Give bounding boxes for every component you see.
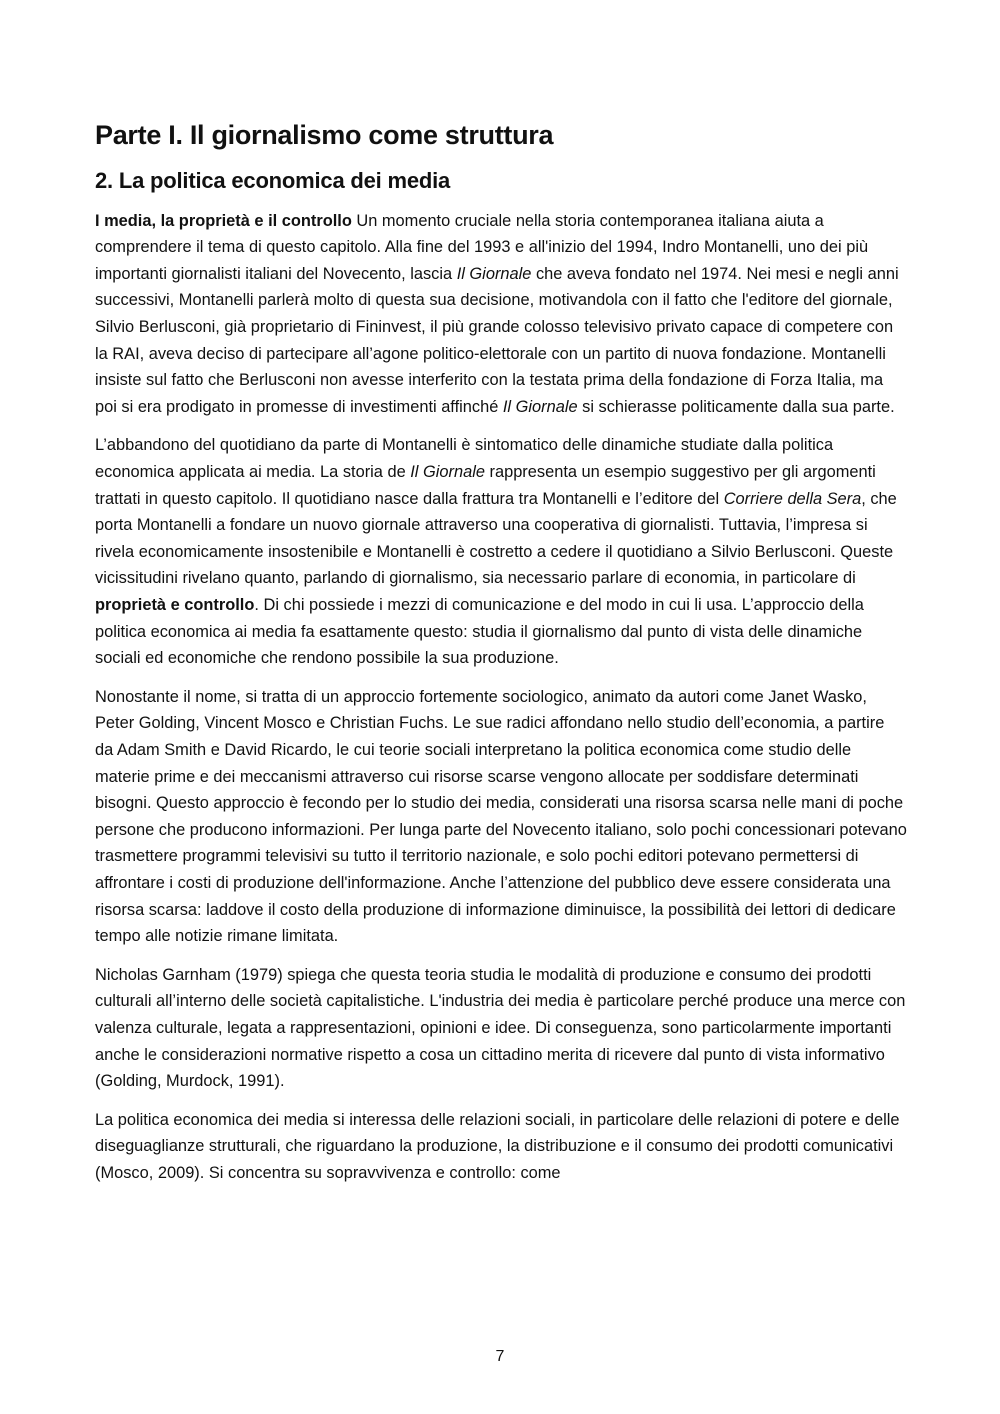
part-title: Parte I. Il giornalismo come struttura <box>95 120 554 150</box>
text-run: rappresenta un esempio suggestivo per gli argomenti trattati in questo capitolo. Il quotidiano nasce dalla frattura tra Montanelli e l’editore del <box>95 463 876 508</box>
text-run: . Di chi possiede i mezzi di comunicazione e del modo in cui li usa. L’approccio della politica economica ai media fa esattamente questo: studia il giornalismo dal punto di vista delle dinamiche sociali ed economiche che rendono possibile la sua produzione. <box>95 596 864 668</box>
text-run: , che porta Montanelli a fondare un nuovo giornale attraverso una cooperativa di giornalisti. Tuttavia, l’impresa si rivela economicamente insostenibile e Montanelli è costretto a cedere il quotidiano a Silvio Berlusconi. Queste vicissitudini rivelano quanto, parlando di giornalismo, sia necessario parlare di economia, in particolare di <box>95 489 897 588</box>
paragraph-lead: I media, la proprietà e il controllo <box>95 211 352 230</box>
paragraph-1 <box>95 208 907 421</box>
text-run: Un momento cruciale nella storia contemporanea italiana aiuta a comprendere il tema di questo capitolo. Alla fine del 1993 e all'inizio del 1994, Indro Montanelli, uno dei più importanti giornalisti italiani del Novecento, lascia <box>95 211 869 283</box>
emphasis: proprietà e controllo <box>95 596 255 614</box>
paragraph-5: La politica economica dei media si interessa delle relazioni sociali, in particolare delle relazioni di potere e delle diseguaglianze strutturali, che riguardano la produzione, la distribuzione e il consumo dei prodotti comunicativi (Mosco, 2009). Si concentra su sopravvivenza e controllo: come <box>95 1110 900 1182</box>
text-run: che aveva fondato nel 1974. Nei mesi e negli anni successivi, Montanelli parlerà molto di questa sua decisione, motivandola con il fatto che l'editore del giornale, Silvio Berlusconi, già proprietario di Fininvest, il più grande colosso televisivo privato capace di competere con la RAI, aveva deciso di partecipare all’agone politico-elettorale con un partito di nuova fondazione. Montanelli insiste sul fatto che Berlusconi non avesse interferito con la testata prima della fondazione di Forza Italia, ma poi si era prodigato in promesse di investimenti affinché <box>95 264 899 416</box>
paragraph-3: Nonostante il nome, si tratta di un approccio fortemente sociologico, animato da autori come Janet Wasko, Peter Golding, Vincent Mosco e Christian Fuchs. Le sue radici affondano nello studio dell’economia, a partire da Adam Smith e David Ricardo, le cui teorie sociali interpretano la politica economica come studio delle materie prime e dei meccanismi attraverso cui risorse scarse vengono allocate per soddisfare determinati bisogni. Questo approccio è fecondo per lo studio dei media, considerati una risorsa scarsa nelle mani di poche persone che producono informazioni. Per lunga parte del Novecento italiano, solo pochi concessionari potevano trasmettere programmi televisivi su tutto il territorio nazionale, e solo pochi editori potevano permettersi di affrontare i costi di produzione dell'informazione. Anche l’attenzione del pubblico deve essere considerata una risorsa scarsa: laddove il costo della produzione di informazione diminuisce, la possibilità dei lettori di dedicare tempo alle notizie rimane limitata. <box>95 687 907 946</box>
newspaper-title: Il Giornale <box>456 264 532 283</box>
newspaper-title: Il Giornale <box>410 463 485 482</box>
newspaper-title: Il Giornale <box>502 397 578 416</box>
page-number: 7 <box>495 1348 505 1365</box>
page-content <box>95 118 907 1198</box>
chapter-title: 2. La politica economica dei media <box>95 168 451 194</box>
newspaper-title: Corriere della Sera <box>723 489 862 508</box>
text-run: L’abbandono del quotidiano da parte di Montanelli è sintomatico delle dinamiche studiate dalla politica economica applicata ai media. La storia de <box>95 436 834 482</box>
paragraph-4: Nicholas Garnham (1979) spiega che questa teoria studia le modalità di produzione e consumo dei prodotti culturali all’interno delle società capitalistiche. L'industria dei media è particolare perché produce una merce con valenza culturale, legata a rappresentazioni, opinioni e idee. Di conseguenza, sono particolarmente importanti anche le considerazioni normative rispetto a cosa un cittadino merita di ricevere dal punto di vista informativo (Golding, Murdock, 1991). <box>95 965 906 1091</box>
text-run: si schierasse politicamente dalla sua parte. <box>577 397 895 416</box>
paragraph-2 <box>95 432 907 671</box>
